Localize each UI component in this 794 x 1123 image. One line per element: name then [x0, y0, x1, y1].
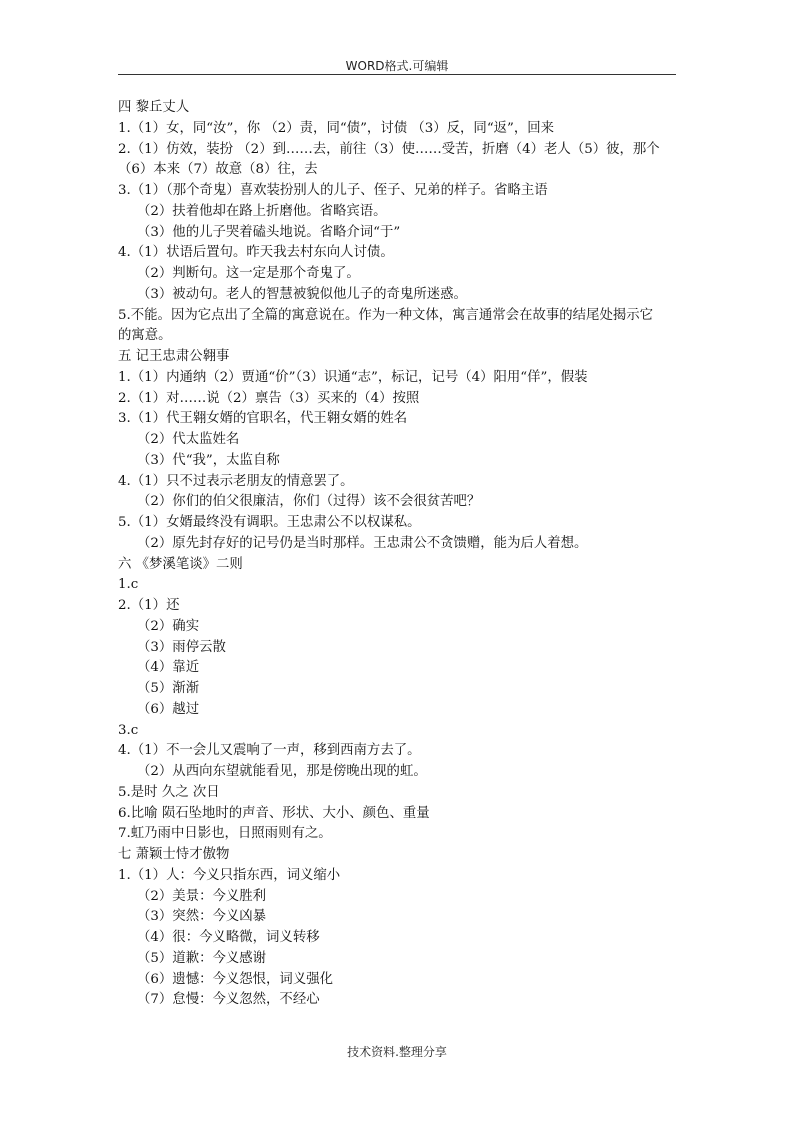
section-heading: 五 记王忠肃公翱事 [118, 349, 230, 364]
text-line: （2）判断句。这一定是那个奇鬼了。 [137, 266, 360, 281]
text-line: （5）渐渐 [137, 681, 200, 696]
text-line: （2）代太监姓名 [137, 432, 240, 447]
text-line: 6.比喻 陨石坠地时的声音、形状、大小、颜色、重量 [118, 805, 430, 821]
text-line: 的寓意。 [118, 328, 172, 344]
text-line: （3）代“我”，太监自称 [137, 452, 280, 468]
text-line: （3）他的儿子哭着磕头地说。省略介词“于” [137, 224, 401, 240]
text-line: 5.是时 久之 次日 [118, 784, 220, 800]
section-heading: 四 黎丘丈人 [118, 100, 190, 115]
page-header: WORD格式.可编辑 [345, 59, 449, 73]
text-line: （2）你们的伯父很廉洁，你们（过得）该不会很贫苦吧？ [137, 494, 481, 510]
text-line: 3.（1）代王翱女婿的官职名，代王翱女婿的姓名 [118, 411, 408, 427]
text-line: 2.（1）还 [118, 598, 180, 613]
text-line: 7.虹乃雨中日影也，日照雨则有之。 [118, 826, 332, 842]
text-line: 2.（1）仿效，装扮 （2）到……去，前往（3）使……受苦，折磨（4）老人（5）彼，那个 [118, 141, 660, 157]
text-line: 5.不能。因为它点出了全篇的寓意说在。作为一种文体，寓言通常会在故事的结尾处揭示它 [118, 307, 654, 323]
text-line: 4.（1）不一会儿又震响了一声，移到西南方去了。 [118, 743, 421, 759]
text-line: （6）本来（7）故意（8）往，去 [118, 162, 318, 178]
text-line: 4.（1）状语后置句。昨天我去村东向人讨债。 [118, 245, 394, 261]
text-line: （2）从西向东望就能看见，那是傍晚出现的虹。 [137, 764, 427, 779]
text-line: 1.（1）女，同“汝”，你 （2）责，同“债”，讨债 （3）反，同“返”，回来 [118, 120, 555, 136]
header-divider [118, 74, 676, 75]
text-line: （4）靠近 [137, 660, 200, 676]
text-line: （5）道歉：今义感谢 [137, 950, 267, 966]
text-line: （2）原先封存好的记号仍是当时那样。王忠肃公不贪馈赠，能为后人着想。 [137, 535, 588, 551]
text-line: 5.（1）女婿最终没有调职。王忠肃公不以权谋私。 [118, 515, 421, 530]
page-footer: 技术资料.整理分享 [347, 1045, 447, 1059]
text-line: （6）越过 [137, 701, 200, 717]
text-line: 2.（1）对……说（2）禀告（3）买来的（4）按照 [118, 390, 420, 406]
text-line: （4）很：今义略微，词义转移 [137, 930, 320, 945]
text-line: 3.c [118, 722, 139, 738]
text-line: （2）扶着他却在路上折磨他。省略宾语。 [137, 203, 387, 219]
document-body [118, 98, 684, 1011]
text-line: （3）被动句。老人的智慧被貌似他儿子的奇鬼所迷惑。 [137, 286, 467, 302]
text-line: （2）美景：今义胜利 [137, 888, 267, 904]
text-line: 1.（1）人：今义只指东西，词义缩小 [118, 867, 341, 883]
text-line: （7）怠慢：今义忽然，不经心 [137, 992, 320, 1008]
text-line: 1.c [118, 577, 139, 593]
text-line: 3.（1）（那个奇鬼）喜欢装扮别人的儿子、侄子、兄弟的样子。省略主语 [118, 183, 548, 198]
text-line: （3）突然：今义凶暴 [137, 909, 267, 925]
text-line: 1.（1）内通纳（2）贾通“价”（3）识通“志”，标记，记号（4）阳用“佯”，假装 [118, 369, 588, 385]
text-line: 4.（1）只不过表示老朋友的情意罢了。 [118, 473, 354, 489]
section-heading: 六 《梦溪笔谈》二则 [118, 556, 243, 572]
text-line: （2）确实 [137, 618, 200, 634]
text-line: （3）雨停云散 [137, 639, 226, 655]
section-heading: 七 萧颖士恃才傲物 [118, 847, 230, 862]
text-line: （6）遗憾：今义怨恨，词义强化 [137, 971, 333, 987]
